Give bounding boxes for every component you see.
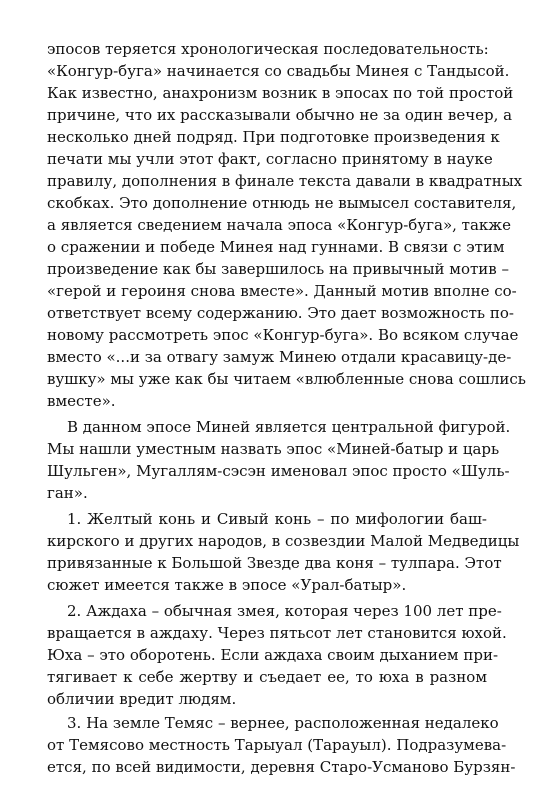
text-line: ган». <box>47 484 88 502</box>
text-line: ответствует всему содержанию. Это дает возможность по- <box>47 304 514 322</box>
text-line: В данном эпосе Миней является центральной фигурой. <box>67 418 511 436</box>
text-line: «Конгур-буга» начинается со свадьбы Минея с Тандысой. <box>47 62 510 80</box>
text-line: обличии вредит людям. <box>47 690 237 708</box>
text-line: Мы нашли уместным назвать эпос «Миней-батыр и царь <box>47 440 500 458</box>
text-line: 3. На земле Темяс – вернее, расположенная недалеко <box>67 714 499 732</box>
text-line: Как известно, анахронизм возник в эпосах по той простой <box>47 84 514 102</box>
text-line: «герой и героиня снова вместе». Данный мотив вполне со- <box>47 282 517 300</box>
text-line: эпосов теряется хронологическая последовательность: <box>47 40 489 58</box>
text-line: от Темясово местность Тарыуал (Тарауыл). Подразумева- <box>47 736 507 754</box>
text-line: 1. Желтый конь и Сивый конь – по мифологии баш- <box>67 510 487 528</box>
text-line: Шульген», Мугаллям-сэсэн именовал эпос просто «Шуль- <box>47 462 510 480</box>
text-line: причине, что их рассказывали обычно не за один вечер, а <box>47 106 513 124</box>
text-line: 2. Аждаха – обычная змея, которая через 100 лет пре- <box>67 602 502 620</box>
text-line: новому рассмотреть эпос «Конгур-буга». Во всяком случае <box>47 326 519 344</box>
text-line: а является сведением начала эпоса «Конгур-буга», также <box>47 216 511 234</box>
text-line: правилу, дополнения в финале текста давали в квадратных <box>47 172 523 190</box>
text-line: сюжет имеется также в эпосе «Урал-батыр». <box>47 576 407 594</box>
text-line: несколько дней подряд. При подготовке произведения к <box>47 128 500 146</box>
text-line: вращается в аждаху. Через пятьсот лет становится юхой. <box>47 624 507 642</box>
text-line: тягивает к себе жертву и съедает ее, то юха в разном <box>47 668 487 686</box>
text-line: Юха – это оборотень. Если аждаха своим дыханием при- <box>47 646 499 664</box>
text-line: вместо «...и за отвагу замуж Минею отдали красавицу-де- <box>47 348 512 366</box>
text-line: привязанные к Большой Звезде два коня – тулпара. Этот <box>47 554 502 572</box>
text-line: произведение как бы завершилось на привычный мотив – <box>47 260 509 278</box>
text-line: вместе». <box>47 392 116 410</box>
text-line: ется, по всей видимости, деревня Старо-Усманово Бурзян- <box>47 758 516 776</box>
text-line: скобках. Это дополнение отнюдь не вымысел составителя, <box>47 194 517 212</box>
text-line: кирского и других народов, в созвездии Малой Медведицы <box>47 532 520 550</box>
text-line: о сражении и победе Минея над гуннами. В связи с этим <box>47 238 505 256</box>
text-line: вушку» мы уже как бы читаем «влюбленные снова сошлись <box>47 370 526 388</box>
text-line: печати мы учли этот факт, согласно принятому в науке <box>47 150 493 168</box>
